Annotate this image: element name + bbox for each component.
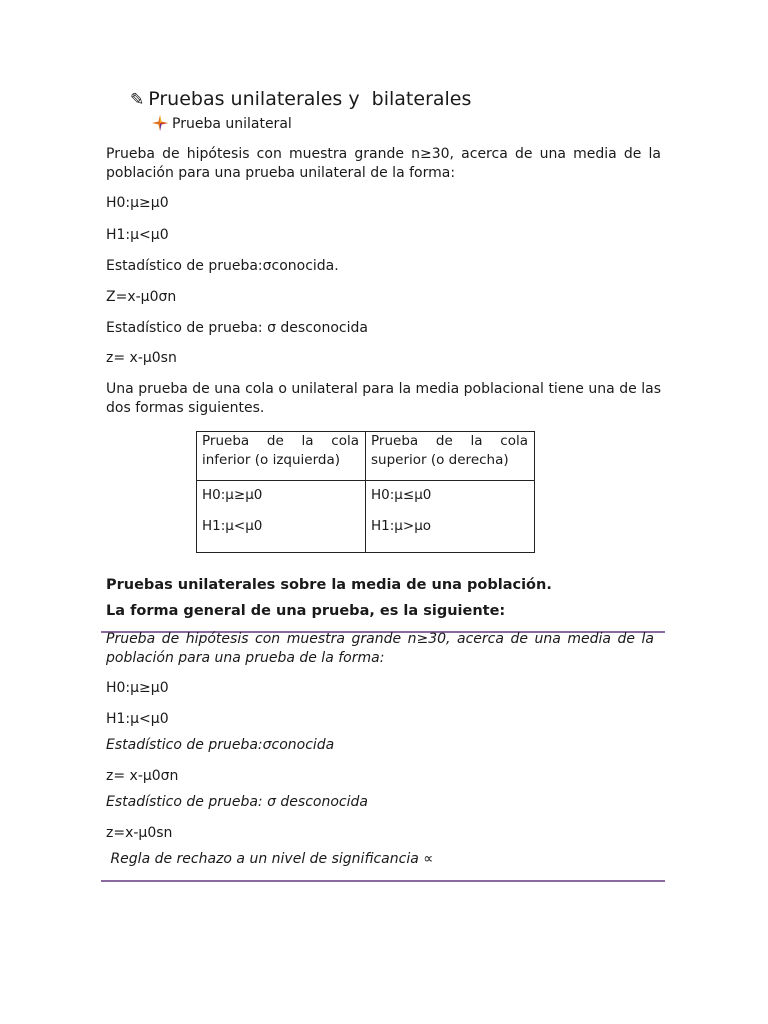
table-header-row xyxy=(197,432,535,481)
stat-known-line: Estadístico de prueba:σconocida. xyxy=(106,258,339,274)
header-right-cell: Prueba de la cola superior (o derecha) xyxy=(366,432,535,481)
page-title xyxy=(130,88,471,110)
subtitle-text: Prueba unilateral xyxy=(172,116,292,132)
h1-line-2: H1:μ<μ0 xyxy=(106,711,169,727)
tail-table xyxy=(196,431,535,553)
subtitle xyxy=(152,115,292,132)
intro-paragraph: Prueba de hipótesis con muestra grande n≥30, acerca de una media de la población para una prueba unilateral de la forma: xyxy=(106,146,661,181)
bold-heading-1: Pruebas unilaterales sobre la media de una población. xyxy=(106,577,552,593)
stat-unknown-line: Estadístico de prueba: σ desconocida xyxy=(106,320,368,336)
z-unknown-line-2: z=x-μ0sn xyxy=(106,825,173,841)
right-h0: H0:μ≤μ0 xyxy=(371,487,432,503)
pencil-icon: ✎ xyxy=(130,90,145,110)
header-left-cell: Prueba de la cola inferior (o izquierda) xyxy=(197,432,366,481)
z-unknown-line: z= x-μ0sn xyxy=(106,350,177,366)
left-h1: H1:μ<μ0 xyxy=(202,518,263,534)
one-tail-paragraph: Una prueba de una cola o unilateral para la media poblacional tiene una de las dos formas siguientes. xyxy=(106,381,661,416)
title-text: Pruebas unilaterales y bilaterales xyxy=(148,88,472,110)
stat-unknown-line-2: Estadístico de prueba: σ desconocida xyxy=(106,794,368,810)
h0-line: H0:μ≥μ0 xyxy=(106,195,169,211)
right-body-cell xyxy=(366,481,535,553)
stat-known-line-2: Estadístico de prueba:σconocida xyxy=(106,737,335,753)
intro-paragraph-2: Prueba de hipótesis con muestra grande n≥30, acerca de una media de la población para una prueba de la forma: xyxy=(106,631,654,666)
z-known-line-2: z= x-μ0σn xyxy=(106,768,179,784)
z-known-line: Z=x-μ0σn xyxy=(106,289,177,305)
bullet-icon xyxy=(152,115,168,131)
left-body-cell xyxy=(197,481,366,553)
table-row xyxy=(197,481,535,553)
right-h1: H1:μ>μo xyxy=(371,518,432,534)
h1-line: H1:μ<μ0 xyxy=(106,227,169,243)
bold-heading-2: La forma general de una prueba, es la siguiente: xyxy=(106,603,506,619)
h0-line-2: H0:μ≥μ0 xyxy=(106,680,169,696)
divider-bottom xyxy=(101,880,665,882)
rejection-rule-line: Regla de rechazo a un nivel de significancia ∝ xyxy=(106,851,434,867)
left-h0: H0:μ≥μ0 xyxy=(202,487,263,503)
